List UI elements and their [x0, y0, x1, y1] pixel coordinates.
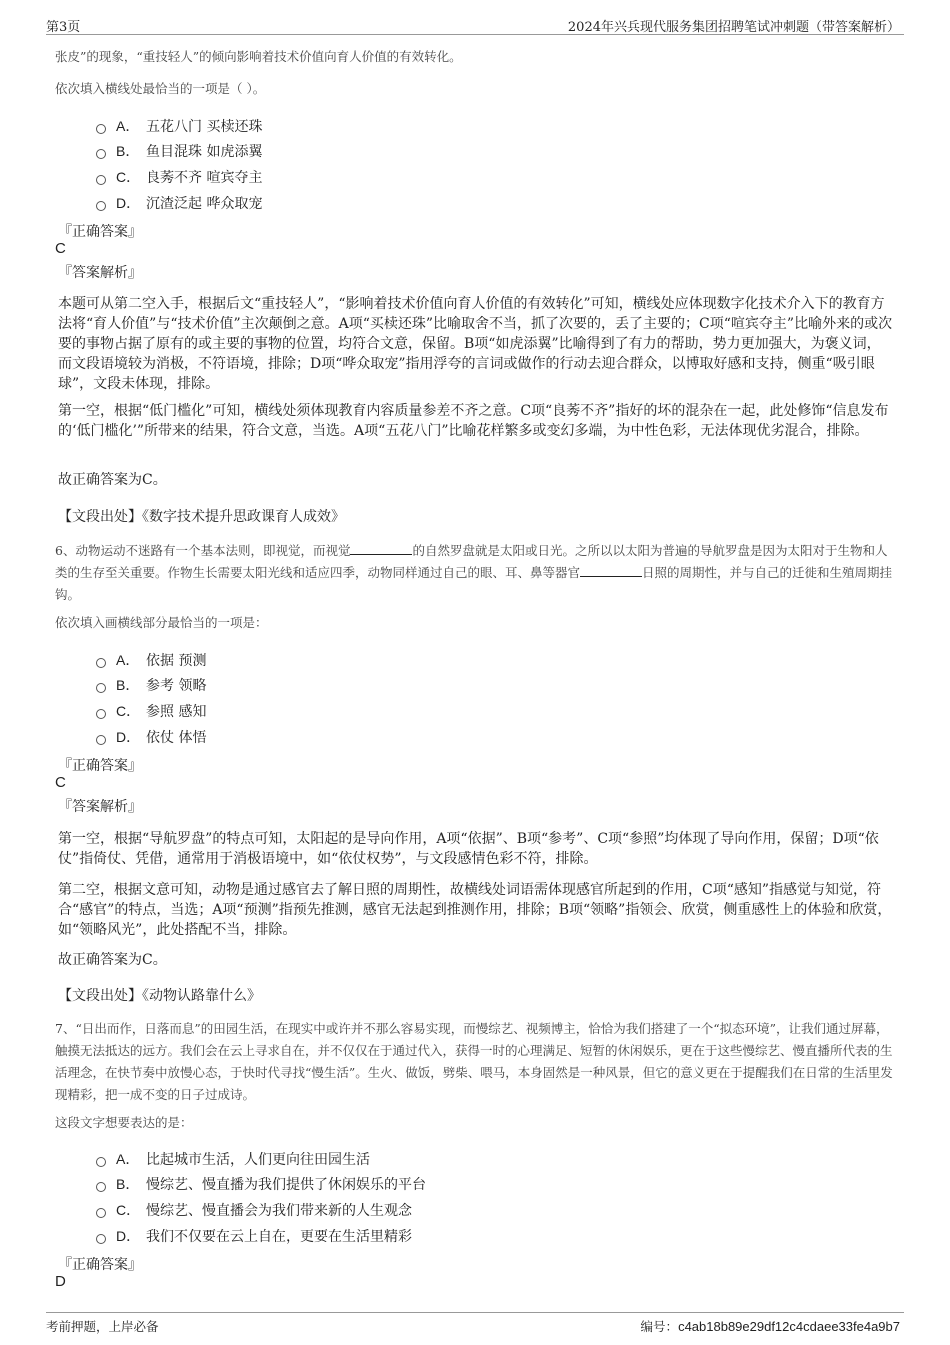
q5-options — [96, 113, 262, 215]
q7-option-a[interactable]: A． 比起城市生活，人们更向往田园生活 — [96, 1146, 426, 1172]
q5-option-c[interactable]: C． 良莠不齐 喧宾夺主 — [96, 164, 262, 190]
q5-option-b[interactable]: B． 鱼目混珠 如虎添翼 — [96, 139, 262, 165]
q7-answer-label: 『正确答案』 — [58, 1257, 142, 1273]
q5-prompt: 依次填入横线处最恰当的一项是（ ）。 — [55, 81, 266, 96]
q6-option-c[interactable]: C． 参照 感知 — [96, 698, 206, 724]
q6-text: 6、动物运动不迷路有一个基本法则，即视觉，而视觉 的自然罗盘就是太阳或日光。之所以以太阳为普遍的导航罗盘是因为太阳对于生物和人类的生存至关重要。作物生长需要太阳光线和适应四季，动物同样通过自己的眼、耳、鼻等器官 日照的周期性，并与自己的迁徙和生殖周期挂钩。 — [55, 543, 893, 602]
radio-icon[interactable] — [96, 1208, 106, 1218]
q5-conclusion: 故正确答案为C。 — [58, 472, 167, 488]
q5-option-d[interactable]: D． 沉渣泛起 哗众取宠 — [96, 190, 262, 216]
q6-answer-label: 『正确答案』 — [58, 758, 142, 774]
document-title: 2024年兴兵现代服务集团招聘笔试冲刺题（带答案解析） — [567, 20, 900, 35]
q5-answer: C — [55, 240, 66, 257]
q6-answer: C — [55, 774, 66, 791]
q5-analysis-paragraph-2: 第一空，根据“低门槛化”可知，横线处须体现教育内容质量参差不齐之意。C项“良莠不齐”指好的坏的混杂在一起，此处修饰“信息发布的‘低门槛化’”所带来的结果，符合文意，当选。A项“五花八门”比喻花样繁多或变幻多端，为中性色彩，无法体现优劣混合，排除。 — [58, 403, 889, 439]
radio-icon[interactable] — [96, 1234, 106, 1244]
q6-analysis-paragraph-2: 第二空，根据文意可知，动物是通过感官去了解日照的周期性，故横线处词语需体现感官所起到的作用，C项“感知”指感觉与知觉，符合“感官”的特点，当选；A项“预测”指预先推测，感官无法起到推测作用，排除；B项“领略”指领会、欣赏，侧重感性上的体验和欣赏，如“领略风光”，此处搭配不当，排除。 — [58, 882, 892, 938]
q7-option-d[interactable]: D． 我们不仅要在云上自在，更要在生活里精彩 — [96, 1223, 426, 1249]
q5-analysis-label: 『答案解析』 — [58, 265, 142, 281]
radio-icon[interactable] — [96, 1157, 106, 1167]
q5-source: 【文段出处】《数字技术提升思政课育人成效》 — [58, 509, 345, 525]
fill-blank-2 — [580, 563, 642, 577]
page-footer — [46, 1312, 904, 1335]
radio-icon[interactable] — [96, 149, 106, 159]
radio-icon[interactable] — [96, 683, 106, 693]
q5-option-a[interactable]: A． 五花八门 买椟还珠 — [96, 113, 262, 139]
page-header — [46, 14, 904, 35]
q6-analysis-paragraph-1: 第一空，根据“导航罗盘”的特点可知，太阳起的是导向作用，A项“依据”、B项“参考”、C项“参照”均体现了导向作用，保留；D项“依仗”指倚仗、凭借，通常用于消极语境中，如“依仗权势”，与文段感情色彩不符，排除。 — [58, 831, 879, 867]
q5-analysis-paragraph-1: 本题可从第二空入手，根据后文“重技轻人”，“影响着技术价值向育人价值的有效转化”可知，横线处应体现数字化技术介入下的教育方法将“育人价值”与“技术价值”主次颠倒之意。A项“买椟还珠”比喻取舍不当，抓了次要的，丢了主要的；C项“喧宾夺主”比喻外来的或次要的事物占据了原有的或主要的事物的位置，均符合文意，保留。B项“如虎添翼”比喻得到了有力的帮助，势力更加强大，为褒义词，而文段语境较为消极，不符语境，排除；D项“哗众取宠”指用浮夸的言词或做作的行动去迎合群众，以博取好感和支持，侧重“吸引眼球”，文段未体现，排除。 — [58, 296, 893, 392]
radio-icon[interactable] — [96, 124, 106, 134]
q6-conclusion: 故正确答案为C。 — [58, 952, 167, 968]
radio-icon[interactable] — [96, 1182, 106, 1192]
document-code: 编号：c4ab18b89e29df12c4cdaee33fe4a9b7 — [640, 1319, 900, 1334]
radio-icon[interactable] — [96, 175, 106, 185]
page-number: 第3页 — [46, 20, 81, 35]
q7-option-c[interactable]: C． 慢综艺、慢直播会为我们带来新的人生观念 — [96, 1197, 426, 1223]
q6-option-a[interactable]: A． 依据 预测 — [96, 647, 206, 673]
q6-source: 【文段出处】《动物认路靠什么》 — [58, 988, 261, 1004]
q6-prompt: 依次填入画横线部分最恰当的一项是： — [55, 615, 268, 630]
q7-answer: D — [55, 1273, 66, 1290]
q6-option-d[interactable]: D． 依仗 体悟 — [96, 724, 206, 750]
q6-option-b[interactable]: B． 参考 领略 — [96, 673, 206, 699]
q7-option-b[interactable]: B． 慢综艺、慢直播为我们提供了休闲娱乐的平台 — [96, 1172, 426, 1198]
radio-icon[interactable] — [96, 735, 106, 745]
q7-prompt: 这段文字想要表达的是： — [55, 1115, 193, 1130]
q6-analysis-label: 『答案解析』 — [58, 799, 142, 815]
footer-slogan: 考前押题，上岸必备 — [46, 1319, 159, 1334]
q6-options — [96, 647, 206, 749]
fill-blank-1 — [350, 541, 412, 555]
radio-icon[interactable] — [96, 658, 106, 668]
q5-answer-label: 『正确答案』 — [58, 224, 142, 240]
q5-text-tail: 张皮”的现象，“重技轻人”的倾向影响着技术价值向育人价值的有效转化。 — [55, 49, 462, 64]
q7-options — [96, 1146, 426, 1248]
q7-text: 7、“日出而作，日落而息”的田园生活，在现实中或许并不那么容易实现，而慢综艺、视频博主，恰恰为我们搭建了一个“拟态环境”，让我们通过屏幕，触摸无法抵达的远方。我们会在云上寻求自在，并不仅仅在于通过代入，获得一时的心理满足、短暂的休闲娱乐，更在于这些慢综艺、慢直播所代表的生活理念，在快节奏中放慢心态，于快时代寻找“慢生活”。生火、做饭，劈柴、喂马，本身固然是一种风景，但它的意义更在于提醒我们在日常的生活里发现精彩，把一成不变的日子过成诗。 — [55, 1021, 893, 1102]
radio-icon[interactable] — [96, 709, 106, 719]
radio-icon[interactable] — [96, 201, 106, 211]
